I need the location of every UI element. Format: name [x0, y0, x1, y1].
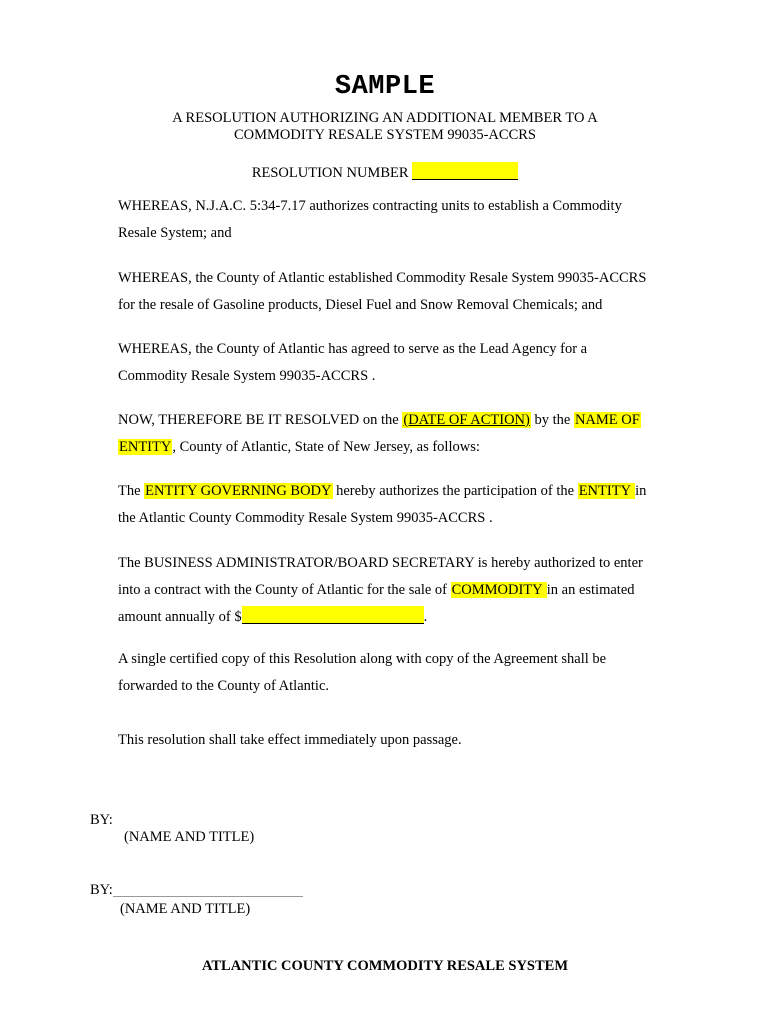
entity-name-field-cont[interactable]: ENTITY [119, 439, 172, 455]
commodity-field[interactable]: COMMODITY [451, 582, 546, 598]
paragraph-line: NOW, THEREFORE BE IT RESOLVED on the (DATE OF ACTION) by the NAME OF [118, 412, 640, 428]
resolution-heading [0, 110, 770, 144]
paragraph-line: forwarded to the County of Atlantic. [118, 678, 330, 694]
paragraph-line: A single certified copy of this Resolution along with copy of the Agreement shall be [118, 651, 607, 667]
paragraph-line: into a contract with the County of Atlantic for the sale of COMMODITY in an estimated [118, 582, 635, 598]
paragraph-line: The ENTITY GOVERNING BODY hereby authorizes the participation of the ENTITY in [118, 483, 647, 499]
paragraph-line: Resale System; and [118, 225, 232, 241]
paragraph-line: WHEREAS, the County of Atlantic established Commodity Resale System 99035-ACCRS [118, 270, 647, 286]
whereas-paragraph-3 [118, 336, 678, 390]
resolution-number [0, 162, 770, 182]
entity-field[interactable]: ENTITY [578, 483, 635, 499]
amount-blank[interactable] [242, 606, 424, 624]
resolution-number-blank[interactable] [412, 162, 518, 180]
signature-line[interactable] [113, 884, 303, 897]
date-of-action-field[interactable]: (DATE OF ACTION) [403, 412, 530, 428]
resolution-heading-line1: A RESOLUTION AUTHORIZING AN ADDITIONAL MEMBER TO A [172, 110, 598, 126]
paragraph-line: ENTITY, County of Atlantic, State of New Jersey, as follows: [119, 439, 480, 455]
resolution-heading-line2: COMMODITY RESALE SYSTEM 99035-ACCRS [234, 127, 536, 143]
whereas-paragraph-1 [118, 193, 678, 247]
paragraph-line: WHEREAS, N.J.A.C. 5:34-7.17 authorizes contracting units to establish a Commodity [118, 198, 622, 214]
administrator-paragraph [118, 550, 678, 631]
signature-name-title-2: (NAME AND TITLE) [120, 901, 251, 917]
paragraph-line: the Atlantic County Commodity Resale System 99035-ACCRS . [118, 510, 493, 526]
signature-block-2 [90, 882, 303, 899]
signature-label-1: BY: [90, 812, 113, 828]
document-title: SAMPLE [334, 72, 436, 102]
paragraph-line: amount annually of $ . [118, 604, 678, 631]
entity-name-field[interactable]: NAME OF [574, 412, 640, 428]
signature-name-title-1: (NAME AND TITLE) [124, 829, 255, 845]
whereas-paragraph-2 [118, 265, 678, 319]
effective-paragraph: This resolution shall take effect immediately upon passage. [118, 732, 462, 748]
governing-body-field[interactable]: ENTITY GOVERNING BODY [145, 483, 332, 499]
certified-copy-paragraph [118, 646, 678, 700]
paragraph-line: for the resale of Gasoline products, Diesel Fuel and Snow Removal Chemicals; and [118, 297, 603, 313]
footer-title: ATLANTIC COUNTY COMMODITY RESALE SYSTEM [201, 958, 569, 974]
resolved-paragraph [118, 407, 678, 461]
paragraph-line: The BUSINESS ADMINISTRATOR/BOARD SECRETARY is hereby authorized to enter [118, 555, 643, 571]
authorization-paragraph [118, 478, 678, 532]
resolution-number-label: RESOLUTION NUMBER [251, 165, 409, 181]
signature-label-2: BY: [90, 882, 113, 898]
paragraph-line: Commodity Resale System 99035-ACCRS . [118, 368, 376, 384]
paragraph-line: WHEREAS, the County of Atlantic has agreed to serve as the Lead Agency for a [118, 341, 588, 357]
